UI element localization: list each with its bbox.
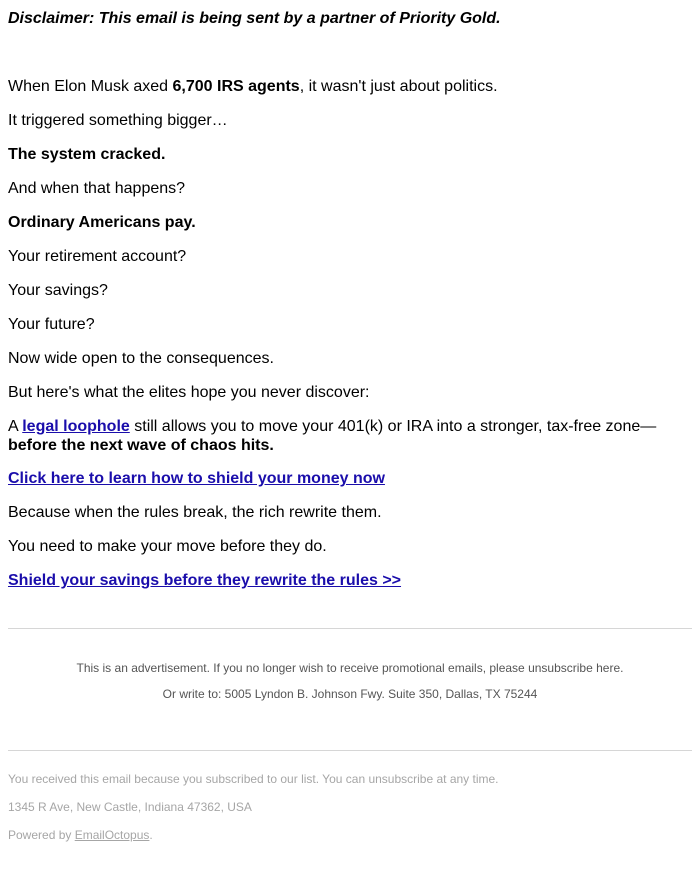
paragraph-consequences: Now wide open to the consequences. [8, 350, 274, 367]
paragraph-system-cracked: The system cracked. [8, 146, 166, 163]
advertisement-notice: This is an advertisement. If you no longer wish to receive promotional emails, please unsubscribe here. [76, 661, 624, 675]
paragraph-retirement: Your retirement account? [8, 248, 187, 265]
paragraph-elites: But here's what the elites hope you never discover: [8, 384, 370, 401]
paragraph-loophole-pre: A [8, 418, 23, 435]
cta-shield-savings [8, 571, 401, 590]
paragraph-irs-post: , it wasn't just about politics. [299, 78, 498, 95]
paragraph-savings: Your savings? [8, 282, 108, 299]
cta-shield-money [8, 469, 385, 488]
paragraph-make-move: You need to make your move before they do. [8, 538, 327, 555]
shield-savings-link[interactable]: Shield your savings before they rewrite the rules >> [8, 572, 402, 589]
emailoctopus-link[interactable]: EmailOctopus [74, 828, 150, 842]
paragraph-when-happens: And when that happens? [8, 180, 186, 197]
powered-by-label: Powered by [8, 828, 75, 842]
powered-by-period: . [149, 828, 153, 842]
paragraph-irs-agents [8, 77, 498, 96]
subscription-notice: You received this email because you subscribed to our list. You can unsubscribe at any time. [8, 772, 499, 786]
disclaimer-text: Disclaimer: This email is being sent by a partner of Priority Gold. [8, 10, 501, 27]
footer-divider-bottom [8, 750, 692, 751]
powered-by [8, 828, 692, 842]
paragraph-loophole [8, 417, 692, 455]
paragraph-loophole-post: still allows you to move your 401(k) or IRA into a stronger, tax-free zone— [129, 418, 657, 435]
irs-agents-count: 6,700 IRS agents [172, 78, 300, 95]
footer-divider-top [8, 628, 692, 629]
paragraph-americans-pay: Ordinary Americans pay. [8, 214, 196, 231]
paragraph-triggered: It triggered something bigger… [8, 112, 228, 129]
paragraph-rules-break: Because when the rules break, the rich rewrite them. [8, 504, 382, 521]
paragraph-future: Your future? [8, 316, 95, 333]
legal-loophole-link[interactable]: legal loophole [22, 418, 130, 435]
sender-address: 1345 R Ave, New Castle, Indiana 47362, USA [8, 800, 252, 814]
paragraph-irs-pre: When Elon Musk axed [8, 78, 173, 95]
paragraph-loophole-bold: before the next wave of chaos hits. [8, 437, 274, 454]
shield-money-link[interactable]: Click here to learn how to shield your money now [8, 470, 385, 487]
postal-address-line: Or write to: 5005 Lyndon B. Johnson Fwy. Suite 350, Dallas, TX 75244 [162, 687, 538, 701]
